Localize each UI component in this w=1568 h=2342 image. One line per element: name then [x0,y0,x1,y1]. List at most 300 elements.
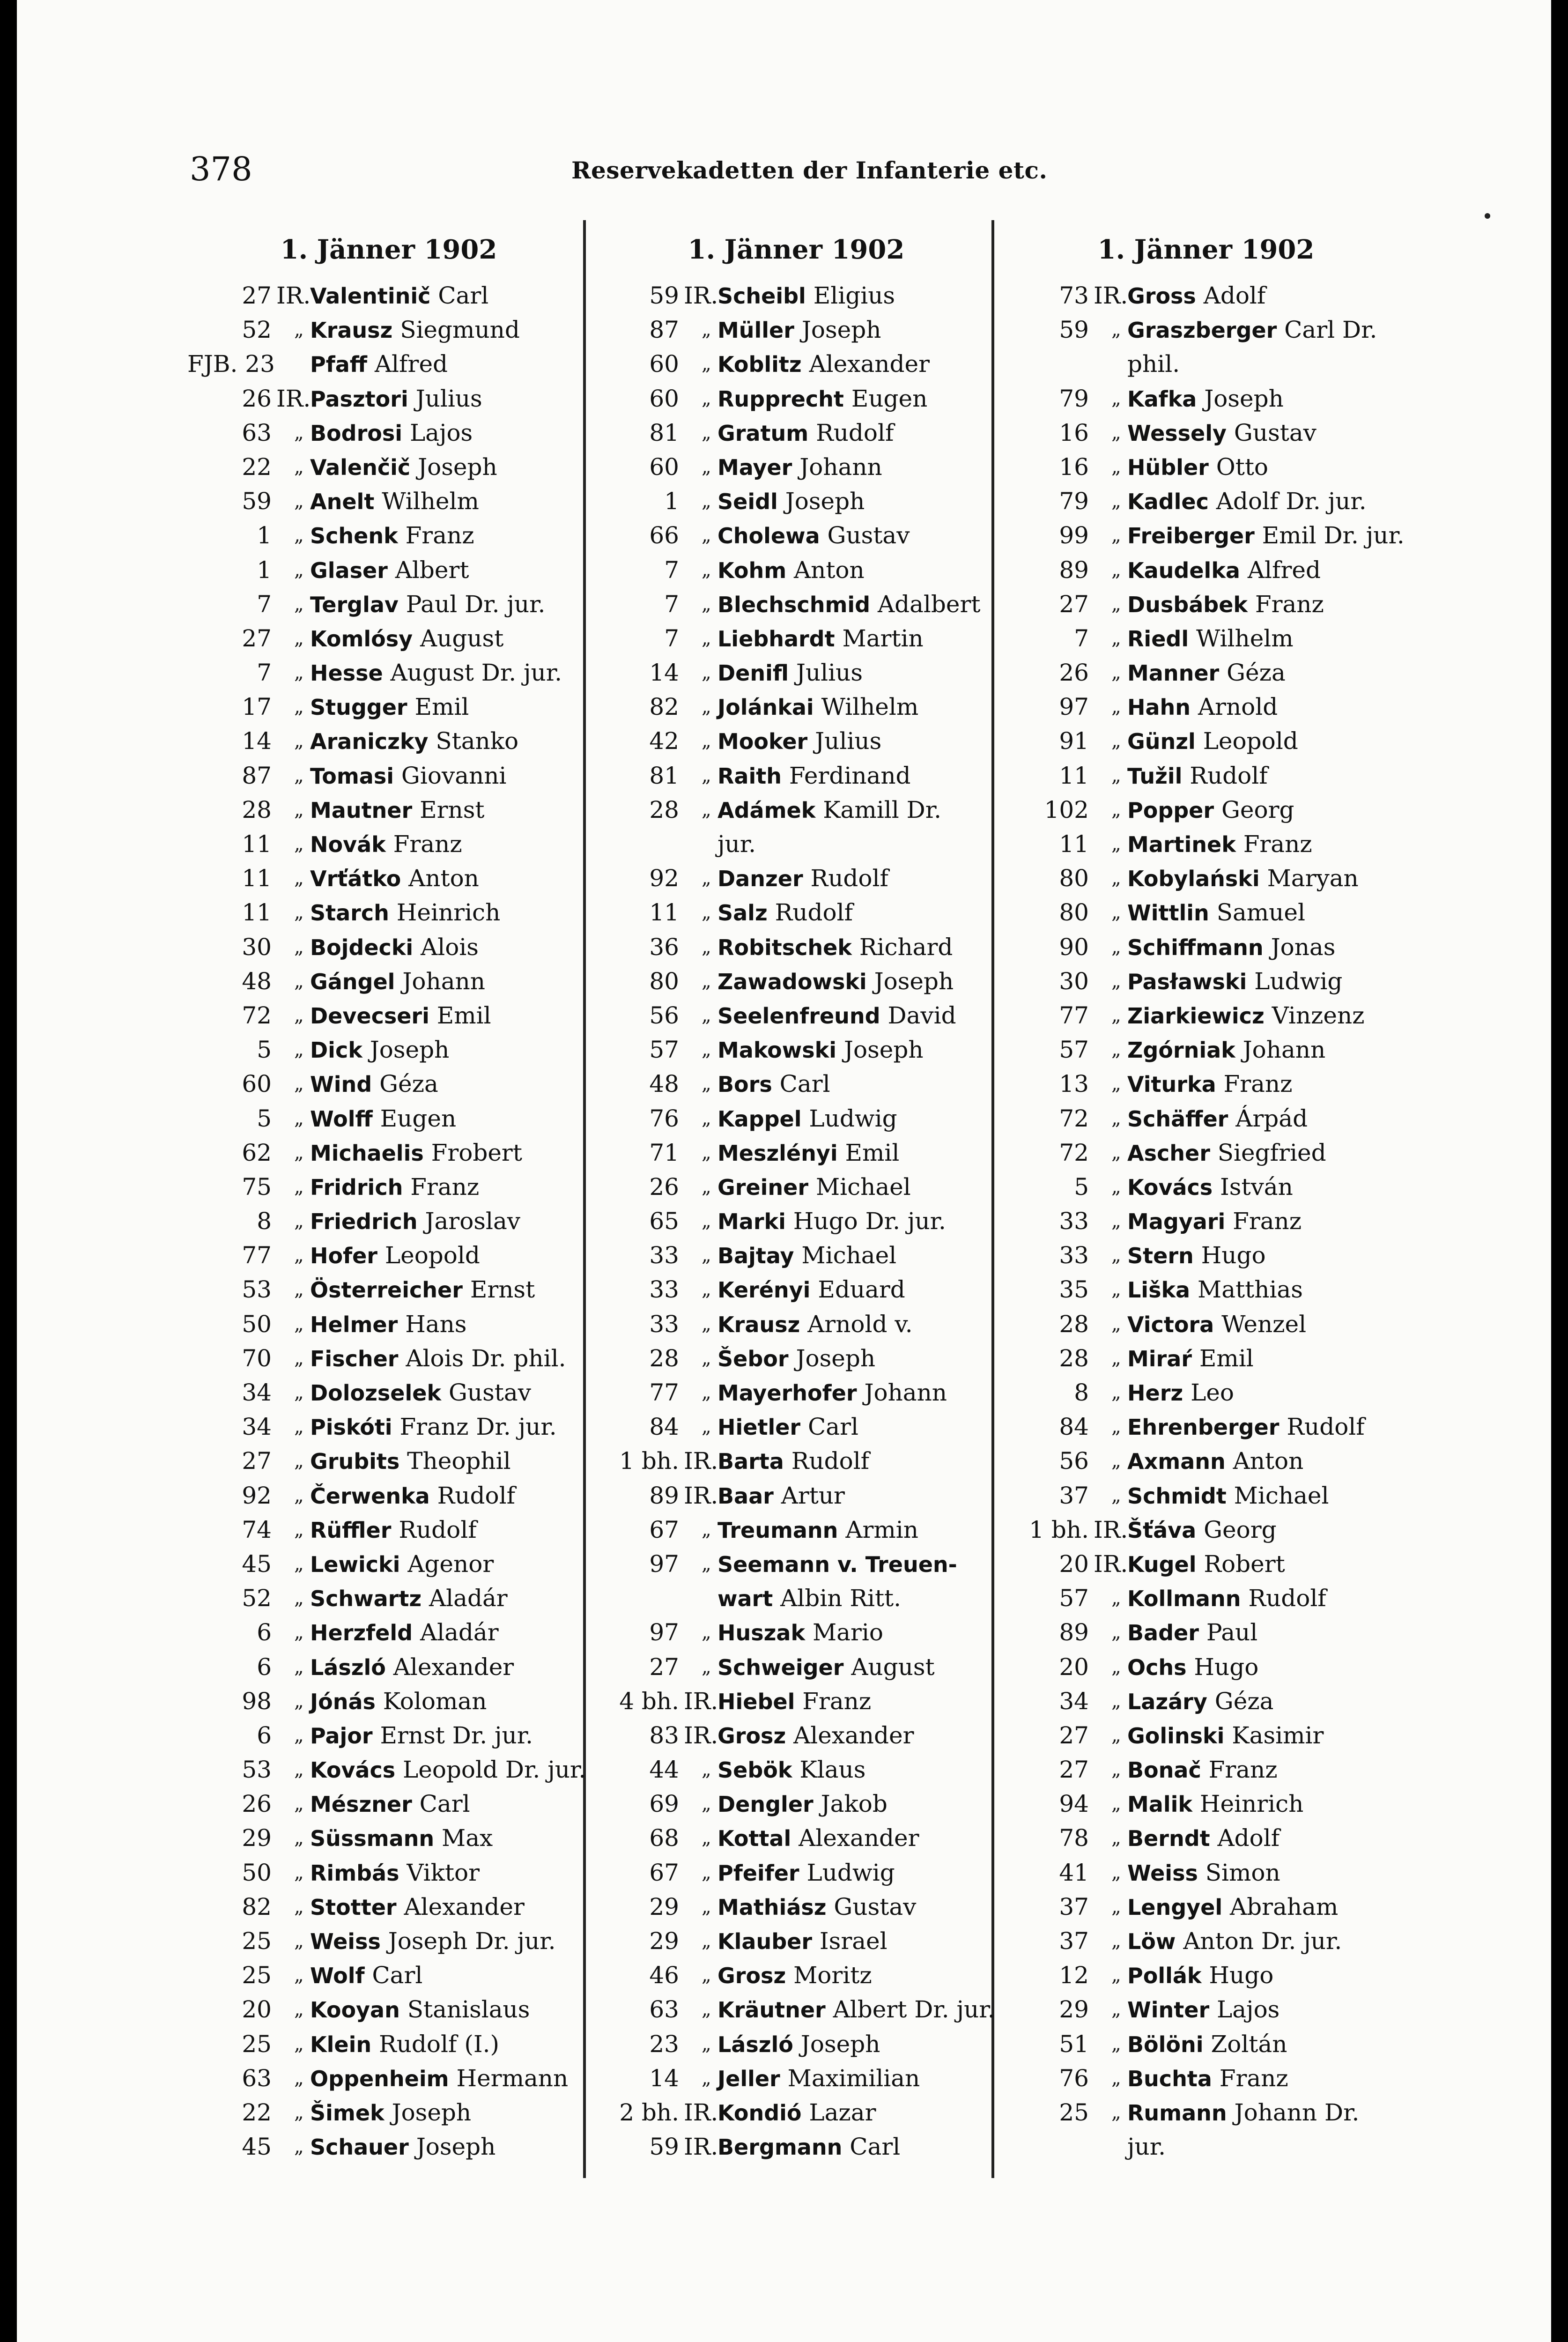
given-name: Kamill Dr. [823,796,942,823]
given-name: Armin [845,1516,918,1543]
regiment-number: 50 [242,1310,272,1338]
regiment-number: 87 [649,316,679,344]
ditto-mark: „ [294,662,304,684]
surname: Pasławski [1127,969,1247,994]
given-name: Carl [779,1070,830,1098]
person-name [717,1581,901,1616]
list-item [595,1376,979,1410]
surname: Robitschek [717,934,852,960]
person-name [1127,1376,1234,1410]
ditto-mark: „ [1111,2033,1121,2055]
person-name [717,827,756,862]
person-name [310,827,462,862]
given-name: Joseph [796,1344,876,1372]
given-name: Michael [1234,1482,1329,1509]
surname: Weiss [310,1929,381,1954]
surname: Šimek [310,2100,385,2126]
person-name [310,964,485,999]
regiment-number: 17 [242,693,272,721]
surname: Herzfeld [310,1620,413,1646]
list-item [595,1958,979,1993]
given-name: Carl [808,1413,858,1441]
surname: Popper [1127,797,1214,823]
list-item [595,999,979,1033]
surname: Šťáva [1127,1517,1197,1543]
given-name: Joseph [801,316,881,344]
unit-type: IR. [1094,1516,1128,1543]
regiment-number: 52 [242,1585,272,1612]
surname: Bonač [1127,1757,1201,1783]
regiment-number: 63 [242,419,272,446]
regiment-number: 66 [649,522,679,549]
list-item [1005,1684,1389,1719]
regiment-number: 82 [649,693,679,721]
ditto-mark: „ [702,1107,711,1129]
ditto-mark: „ [1111,1039,1121,1061]
surname: Dengler [717,1792,814,1817]
surname: Miraŕ [1127,1346,1192,1371]
list-item [1005,416,1389,450]
ditto-mark: „ [702,1964,711,1986]
given-name: Giovanni [401,762,507,789]
given-name: István [1220,1173,1293,1201]
ditto-mark: „ [702,1896,711,1918]
list-item [1005,1581,1389,1616]
ditto-mark: „ [702,764,711,786]
list-item [595,279,979,313]
person-name [1127,1341,1254,1376]
person-name [717,1067,830,1102]
regiment-number: 34 [242,1413,272,1441]
regiment-number: 1 bh. [1029,1516,1089,1543]
list-item [1005,690,1389,724]
person-name [717,1273,905,1307]
ditto-mark: „ [1111,1073,1121,1095]
regiment-number: 14 [649,2064,679,2092]
person-name [1127,1204,1302,1239]
ditto-mark: „ [294,2033,304,2055]
given-name: Gustav [827,522,910,549]
ditto-mark: „ [702,1279,711,1301]
list-item [595,2096,979,2130]
ditto-mark: „ [1111,1759,1121,1781]
ditto-mark: „ [294,319,304,341]
surname: Tužil [1127,763,1183,789]
given-name: Israel [819,1927,888,1955]
surname: Vrťátko [310,866,401,892]
surname: Pfaff [310,352,368,378]
person-name [1127,1684,1273,1719]
surname: Rimbás [310,1860,399,1886]
regiment-number: 59 [1059,316,1089,344]
ditto-mark: „ [702,1416,711,1438]
regiment-number: 6 [257,1619,272,1646]
surname: Gratum [717,420,809,446]
given-name: Alois [421,933,479,961]
given-name: Rudolf [816,419,894,446]
given-name: Johann [402,967,485,995]
ditto-mark: „ [1111,387,1121,409]
surname: Friedrich [310,1209,418,1235]
person-name [1127,1238,1266,1273]
given-name: Julius [415,385,482,412]
ditto-mark: „ [1111,2101,1121,2123]
person-name [1127,1444,1303,1479]
ditto-mark: „ [294,1039,304,1061]
list-item [1005,861,1389,896]
surname: Magyari [1127,1209,1226,1235]
regiment-number: 59 [242,488,272,515]
given-name: Carl [419,1790,470,1818]
surname: Freiberger [1127,523,1255,549]
ditto-mark: „ [1111,662,1121,684]
unit-type: IR. [276,282,311,309]
ditto-mark: „ [294,1484,304,1506]
list-item [187,1547,571,1581]
regiment-number: 46 [649,1962,679,1989]
surname: Pajor [310,1723,373,1749]
given-name: Gustav [1234,419,1317,446]
given-name: Ludwig [1254,967,1343,995]
list-item [1005,1033,1389,1067]
regiment-number: 84 [649,1413,679,1441]
surname: Fischer [310,1346,399,1371]
ditto-mark: „ [1111,1964,1121,1986]
regiment-number: 25 [242,1962,272,1989]
ditto-mark: „ [294,1450,304,1472]
list-item [1005,382,1389,416]
regiment-number: 94 [1059,1790,1089,1818]
ditto-mark: „ [702,353,711,375]
given-name: Albin Ritt. [780,1585,902,1612]
ditto-mark: „ [1111,1827,1121,1849]
surname: Baar [717,1483,774,1509]
given-name: Joseph [1204,385,1284,412]
page-number: 378 [190,150,252,188]
ditto-mark: „ [1111,1176,1121,1198]
ditto-mark: „ [1111,1484,1121,1506]
regiment-number: 1 [257,522,272,549]
list-item [595,1856,979,1890]
regiment-number: 22 [242,453,272,481]
list-item [1005,1958,1389,1993]
list-item [187,1684,571,1719]
surname: Čerwenka [310,1483,430,1509]
list-item [187,793,571,827]
person-name [310,347,448,382]
given-name: Jaroslav [425,1208,521,1235]
person-name [310,1547,494,1582]
ditto-mark: „ [294,1004,304,1026]
list-item [187,827,571,861]
surname: Novák [310,832,386,857]
ditto-mark: „ [702,1210,711,1232]
given-name: Ludwig [809,1104,897,1132]
list-item [187,279,571,313]
person-name [717,2061,920,2096]
surname: Kerényi [717,1277,811,1303]
given-name: Johann Dr. [1234,2098,1360,2126]
surname: Bader [1127,1620,1199,1646]
given-name: Matthias [1198,1276,1303,1304]
given-name: Leopold [1203,727,1298,755]
given-name: Koloman [383,1687,487,1715]
ditto-mark: „ [702,1519,711,1541]
regiment-number: 27 [1059,590,1089,618]
person-name [717,724,881,759]
regiment-number: 79 [1059,385,1089,412]
ditto-mark: „ [702,1347,711,1369]
ditto-mark: „ [702,1004,711,1026]
given-name: Aladár [420,1619,499,1646]
list-item [187,999,571,1033]
person-name [717,896,853,930]
ditto-mark: „ [294,833,304,855]
given-name: Rudolf (I.) [379,2030,500,2058]
person-name [1127,1102,1308,1136]
list-item [595,1479,979,1513]
person-name [717,347,930,382]
surname: Mészner [310,1792,412,1817]
regiment-number: 89 [1059,1619,1089,1646]
given-name: August [851,1653,935,1681]
list-item [187,347,571,381]
list-item [1005,1547,1389,1581]
ditto-mark: „ [702,456,711,478]
person-name [310,1204,520,1239]
regiment-number: 69 [649,1790,679,1818]
regiment-number: 48 [649,1070,679,1098]
person-name [717,279,895,313]
person-name [310,656,562,690]
given-name: Moritz [793,1962,872,1989]
given-name: Rudolf [810,865,889,892]
given-name: Rudolf [775,899,853,926]
regiment-number: 14 [242,727,272,755]
regiment-number: 26 [242,1790,272,1818]
list-item [595,1238,979,1273]
surname: Kaudelka [1127,557,1240,583]
surname: Süssmann [310,1826,435,1852]
list-item [187,1890,571,1924]
ditto-mark: „ [294,1553,304,1575]
person-name [1127,724,1298,759]
person-name [717,1993,995,2027]
given-name: jur. [1127,2133,1166,2161]
surname: Schwartz [310,1586,422,1612]
list-item [187,1616,571,1650]
given-name: Lajos [1217,1996,1280,2023]
person-name [310,1479,515,1513]
regiment-number: 28 [649,796,679,823]
list-item [595,1444,979,1478]
ditto-mark: „ [294,1519,304,1541]
given-name: Paul Dr. jur. [406,590,546,618]
unit-type: IR. [684,1687,718,1715]
surname: Šebor [717,1346,789,1371]
list-item [187,1479,571,1513]
surname: Stugger [310,695,407,720]
running-title: Reservekadetten der Infanterie etc. [571,156,1048,184]
person-name [1127,1958,1273,1993]
regiment-number: 7 [664,556,679,584]
given-name: Joseph [416,2133,496,2161]
ditto-mark: „ [294,1793,304,1815]
surname: Rupprecht [717,386,844,412]
ditto-mark: „ [1111,696,1121,718]
person-name [1127,1821,1280,1856]
list-item [187,313,571,347]
unit-type: IR. [684,1482,718,1509]
surname: Scheibl [717,283,806,309]
unit-type: IR. [1094,282,1128,309]
surname: Malik [1127,1792,1192,1817]
person-name [310,690,469,725]
list-item [187,759,571,793]
ditto-mark: „ [1111,1382,1121,1403]
person-name [717,1170,911,1205]
person-name [1127,484,1367,519]
person-name [717,1341,875,1376]
list-item [187,1376,571,1410]
regiment-number: 16 [1059,419,1089,446]
given-name: Ernst Dr. jur. [380,1721,533,1749]
given-name: Johann [799,453,882,481]
column-divider [991,220,994,2178]
ditto-mark: „ [1111,1896,1121,1918]
surname: Pollák [1127,1963,1202,1989]
surname: Müller [717,318,794,343]
regiment-number: 62 [242,1139,272,1166]
regiment-number: 28 [242,796,272,823]
ditto-mark: „ [702,387,711,409]
surname: Jolánkai [717,695,814,720]
given-name: Joseph [843,1036,924,1064]
regiment-number: 33 [1059,1208,1089,1235]
list-item [1005,1341,1389,1376]
ditto-mark: „ [294,936,304,958]
regiment-number: 20 [1059,1653,1089,1681]
regiment-number: 26 [1059,659,1089,687]
given-name: Franz [802,1687,872,1715]
person-name [1127,1547,1285,1582]
ditto-mark: „ [702,970,711,992]
surname: Mayerhofer [717,1380,857,1406]
surname: Wessely [1127,420,1227,446]
surname: László [310,1654,386,1680]
regiment-number: 81 [649,762,679,789]
given-name: Otto [1216,453,1269,481]
regiment-number: 27 [242,1447,272,1475]
regiment-number: 27 [242,624,272,652]
surname: Axmann [1127,1449,1226,1475]
surname: Liebhardt [717,626,835,652]
surname: Kadlec [1127,489,1209,515]
given-name: Robert [1204,1550,1285,1578]
person-name [1127,1650,1258,1685]
ditto-mark: „ [294,1827,304,1849]
regiment-number: 6 [257,1721,272,1749]
person-name [1127,793,1294,828]
person-name [310,1341,566,1376]
given-name: Maximilian [787,2064,920,2092]
given-name: Carl [372,1962,423,1989]
person-name [717,690,918,725]
ditto-mark: „ [1111,1279,1121,1301]
person-name [1127,1479,1329,1513]
person-name [717,1821,919,1856]
given-name: Rudolf [791,1447,870,1475]
ditto-mark: „ [702,559,711,581]
column-2 [595,234,995,2164]
list-item [595,793,979,827]
person-name [717,2027,880,2062]
surname: Kafka [1127,386,1197,412]
regiment-number: 76 [649,1104,679,1132]
surname: Krausz [717,1312,800,1337]
surname: wart [717,1586,773,1612]
surname: Blechschmid [717,592,871,617]
person-name [310,1273,535,1307]
given-name: Ludwig [806,1859,895,1886]
person-name [717,1684,871,1719]
list-item [187,484,571,519]
list-item [187,964,571,999]
regiment-number: 89 [649,1482,679,1509]
person-name [310,1616,499,1650]
given-name: Simon [1205,1859,1280,1886]
list-item [187,553,571,587]
given-name: Alexander [809,350,930,378]
ditto-mark: „ [1111,2067,1121,2089]
regiment-number: 27 [242,282,272,309]
ditto-mark: „ [294,1347,304,1369]
list-item [187,1307,571,1341]
person-name [717,1719,914,1753]
list-item [187,1033,571,1067]
given-name: Hugo [1194,1653,1259,1681]
regiment-number: 42 [649,727,679,755]
ditto-mark: „ [702,1861,711,1883]
person-name [1127,1787,1303,1822]
ditto-mark: „ [1111,1141,1121,1164]
ditto-mark: „ [294,593,304,615]
person-name [310,2027,499,2062]
regiment-number: 8 [1074,1379,1089,1406]
ditto-mark: „ [1111,1107,1121,1129]
given-name: Kasimir [1232,1721,1324,1749]
ditto-mark: „ [702,2067,711,2089]
ditto-mark: „ [294,1176,304,1198]
regiment-number: 35 [1059,1276,1089,1304]
person-name [717,1307,913,1342]
surname: Buchta [1127,2066,1212,2091]
list-item [1005,1650,1389,1684]
person-name [717,861,888,896]
regiment-number: 2 bh. [619,2098,679,2126]
ditto-mark: „ [702,1073,711,1095]
regiment-number: 77 [242,1242,272,1269]
list-item [595,416,979,450]
list-item [595,2130,979,2164]
person-name [310,2061,568,2096]
surname: Kovács [310,1757,396,1783]
surname: Hiebel [717,1689,795,1714]
surname: Cholewa [717,523,820,549]
regiment-number: 72 [1059,1139,1089,1166]
given-name: Joseph [874,967,954,995]
regiment-number: 11 [242,830,272,858]
